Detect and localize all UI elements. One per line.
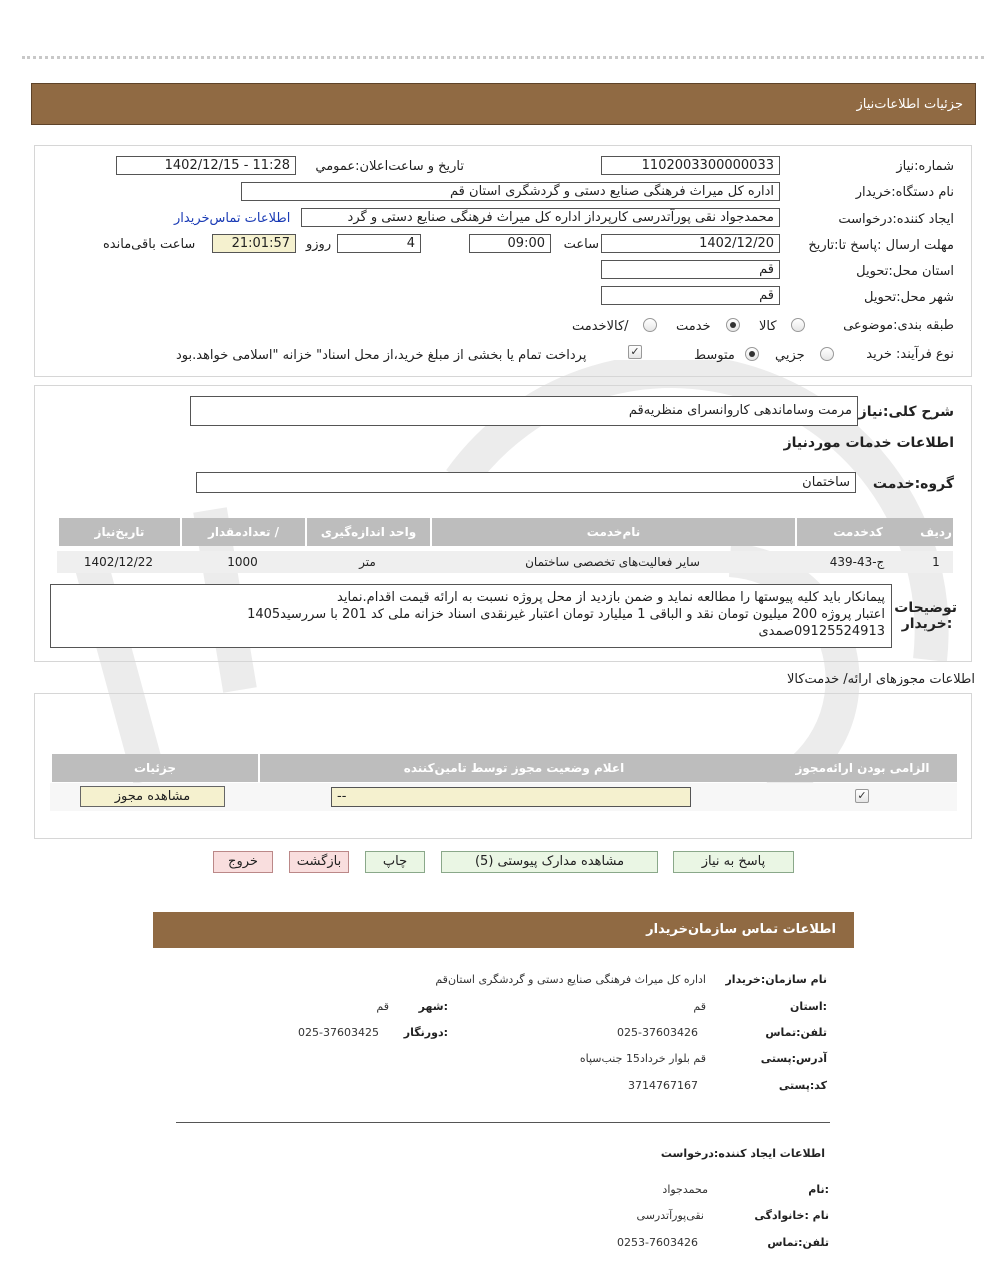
buyer-label: نام دستگاه:خریدار — [855, 185, 954, 200]
permit-required-checkbox[interactable]: ✓ — [855, 789, 869, 803]
services-header-row-num: ردیف — [919, 518, 953, 546]
buyer-notes-line-1: پیمانکار باید کلیه پیوستها را مطالعه نماید و ضمن بازدید از محل پروژه نسبت به ارائه قیمت اقدام.نماید — [337, 590, 885, 605]
process-radio-small[interactable] — [820, 347, 834, 361]
services-cell-name: سایر فعالیت‌های تخصصی ساختمان — [430, 551, 795, 573]
buyer-contact-header — [153, 912, 854, 948]
deadline-label: مهلت ارسال :پاسخ تا:تاریخ — [808, 238, 954, 253]
remaining-time-field: 21:01:57 — [212, 234, 296, 253]
days-field: 4 — [337, 234, 421, 253]
contact-address-value: قم بلوار خرداد15 جنب‌سپاه — [579, 1052, 706, 1065]
permits-title: اطلاعات مجوزهای ارائه/ خدمت‌کالا — [786, 672, 975, 687]
contact-org-value: اداره کل میراث فرهنگی صنایع دستی و گردشگری استان‌قم — [435, 973, 706, 986]
category-radio-service[interactable] — [726, 318, 740, 332]
contact-city-value: قم — [376, 1000, 389, 1013]
process-label: نوع فرآیند: خرید — [866, 347, 954, 362]
services-header-code: کدخدمت — [795, 518, 919, 546]
contact-org-label: نام سازمان:خریدار — [725, 973, 827, 986]
back-button[interactable]: بازگشت — [289, 851, 349, 873]
buyer-contact-title: اطلاعات تماس سازمان‌خریدار — [646, 922, 836, 937]
service-group-field: ساختمان — [196, 472, 856, 493]
deadline-time-label: ساعت — [563, 237, 599, 252]
creator-phone-value: 0253-7603426 — [617, 1236, 698, 1249]
contact-postal-label: کد:پستی — [778, 1079, 827, 1092]
process-radio-medium[interactable] — [745, 347, 759, 361]
reply-button[interactable]: پاسخ به نیاز — [673, 851, 794, 873]
announce-field: 1402/12/15 - 11:28 — [116, 156, 296, 175]
buyer-field: اداره کل میراث فرهنگی صنایع دستی و گردشگری استان قم — [241, 182, 780, 201]
category-radio-both[interactable] — [643, 318, 657, 332]
attachments-button[interactable]: مشاهده مدارک پیوستی (5) — [441, 851, 658, 873]
services-cell-code: ج-43-439 — [795, 551, 919, 573]
category-option-service: خدمت — [676, 319, 711, 334]
contact-city-label: :شهر — [418, 1000, 448, 1013]
deadline-date-field: 1402/12/20 — [601, 234, 780, 253]
permit-status-field: -- — [331, 787, 691, 807]
page-header — [31, 83, 976, 125]
top-divider — [22, 56, 984, 59]
category-radio-goods[interactable] — [791, 318, 805, 332]
contact-province-label: :استان — [790, 1000, 827, 1013]
services-header-qty: / تعدادمقدار — [180, 518, 305, 546]
creator-family-value: نقی‌پورآتدرسی — [636, 1209, 704, 1222]
province-field: قم — [601, 260, 780, 279]
need-number-field: 1102003300000033 — [601, 156, 780, 175]
creator-info-title: اطلاعات ایجاد کننده:درخواست — [660, 1147, 825, 1160]
province-label: استان محل:تحویل — [856, 264, 954, 279]
days-label: روزو — [306, 237, 332, 252]
buyer-notes-field — [50, 584, 892, 648]
print-button[interactable]: چاپ — [365, 851, 425, 873]
contact-divider — [176, 1122, 830, 1123]
contact-postal-value: 3714767167 — [628, 1079, 698, 1092]
treasury-payment-checkbox[interactable]: ✓ — [628, 345, 642, 359]
permits-header-required: الزامی بودن ارائه‌مجوز — [768, 754, 957, 782]
services-header-unit: واحد اندازه‌گیری — [305, 518, 430, 546]
creator-label: ایجاد کننده:درخواست — [838, 212, 954, 227]
services-cell-qty: 1000 — [180, 551, 305, 573]
exit-button[interactable]: خروج — [213, 851, 273, 873]
creator-phone-label: تلفن:تماس — [767, 1236, 829, 1249]
contact-fax-label: :دورنگار — [403, 1026, 448, 1039]
deadline-time-field: 09:00 — [469, 234, 551, 253]
city-field: قم — [601, 286, 780, 305]
contact-phone-label: تلفن:تماس — [765, 1026, 827, 1039]
creator-field: محمدجواد نقی پورآتدرسی کارپرداز اداره کل میراث فرهنگی صنایع دستی و گرد — [301, 208, 780, 227]
remaining-label: ساعت باقی‌مانده — [103, 237, 196, 252]
services-cell-unit: متر — [305, 551, 430, 573]
permits-header-status: اعلام وضعیت مجوز توسط تامین‌کننده — [258, 754, 768, 782]
need-info-panel — [34, 145, 972, 377]
buyer-notes-line-3: 09125524913صمدی — [758, 624, 885, 639]
service-group-label: گروه:خدمت — [872, 476, 954, 492]
need-number-label: شماره:نیاز — [896, 159, 954, 174]
category-option-both: /کالاخدمت — [572, 319, 629, 334]
process-option-medium: متوسط — [694, 348, 735, 363]
category-option-goods: کالا — [759, 319, 777, 334]
permits-header-details: جزئیات — [50, 754, 258, 782]
services-cell-row-num: 1 — [919, 551, 953, 573]
creator-family-label: نام :خانوادگی — [754, 1209, 829, 1222]
description-label: شرح کلی:نیاز — [858, 404, 954, 420]
announce-label: تاریخ و ساعت‌اعلان:عمومي — [315, 159, 464, 174]
process-option-small: جزیي — [775, 348, 805, 363]
contact-province-value: قم — [693, 1000, 706, 1013]
buyer-contact-link[interactable]: اطلاعات تماس‌خریدار — [174, 211, 291, 226]
contact-phone-value: 025-37603426 — [617, 1026, 698, 1039]
category-label: طبقه بندی:موضوعی — [843, 318, 954, 333]
creator-name-value: محمدجواد — [662, 1183, 708, 1196]
view-permit-button[interactable]: مشاهده مجوز — [80, 786, 225, 807]
services-title: اطلاعات خدمات موردنیاز — [783, 435, 954, 451]
description-field: مرمت وساماندهی کاروانسرای منظریه‌قم — [190, 396, 858, 426]
services-header-date: تاریخ‌نیاز — [57, 518, 180, 546]
contact-address-label: آدرس:پستی — [760, 1052, 827, 1065]
treasury-payment-note: پرداخت تمام یا بخشی از مبلغ خرید،از محل اسناد" خزانه "اسلامی خواهد.بود — [176, 348, 587, 363]
services-cell-date: 1402/12/22 — [57, 551, 180, 573]
buyer-notes-line-2: اعتبار پروژه 200 میلیون تومان نقد و الباقی 1 میلیارد تومان اعتبار غیرنقدی اسناد خزانه ملی کد 201 با سررسید1405 — [247, 607, 885, 622]
buyer-notes-label: توضیحات :خریدار — [894, 600, 957, 632]
creator-name-label: :نام — [808, 1183, 829, 1196]
city-label: شهر محل:تحویل — [864, 290, 954, 305]
contact-fax-value: 025-37603425 — [298, 1026, 379, 1039]
services-header-name: نام‌خدمت — [430, 518, 795, 546]
page-header-title: جزئیات اطلاعات‌نیاز — [856, 97, 963, 112]
